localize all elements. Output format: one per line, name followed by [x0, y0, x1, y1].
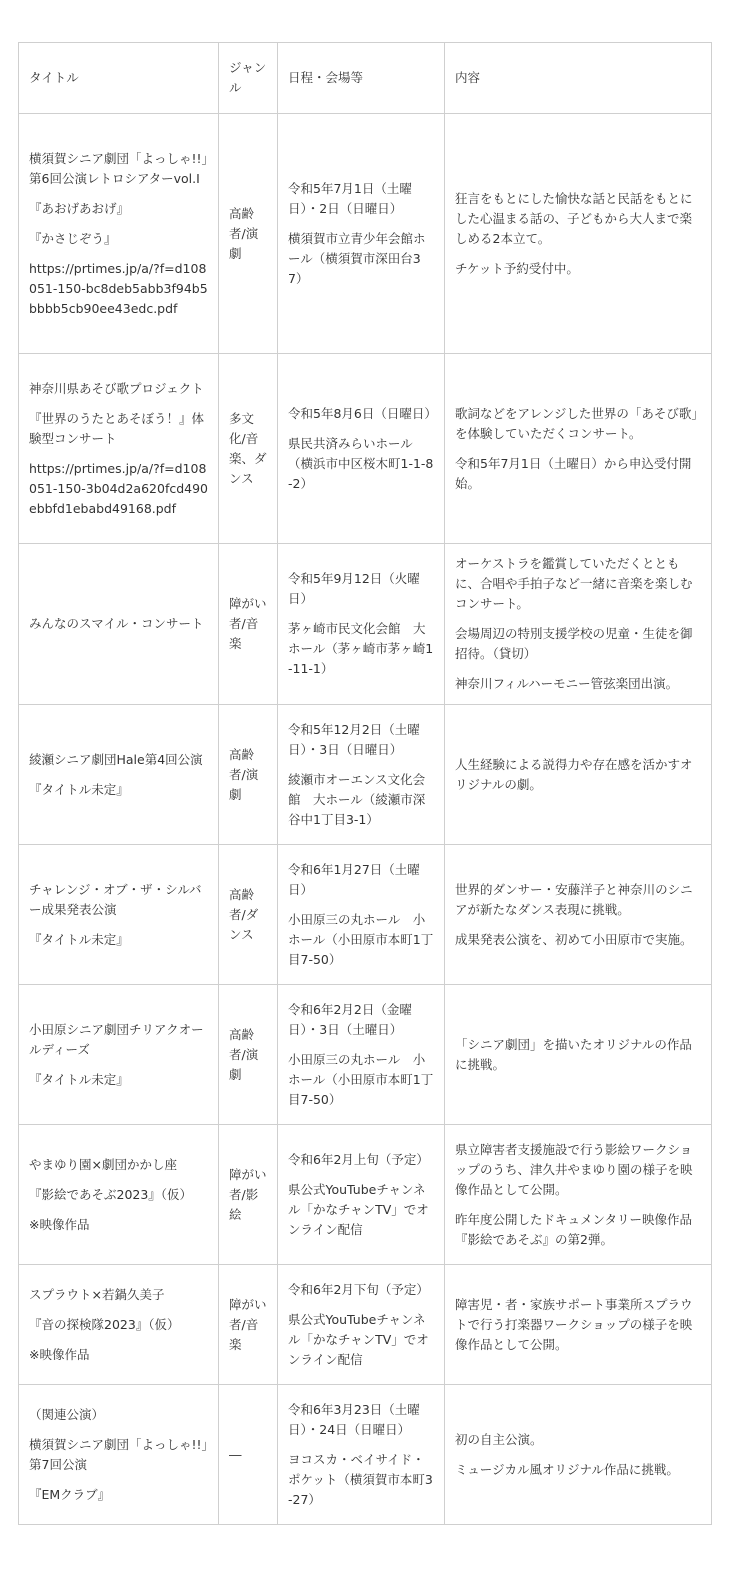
cell-schedule: [278, 114, 445, 354]
cell-title: [19, 845, 219, 985]
cell-schedule: [278, 845, 445, 985]
cell-content: [445, 705, 712, 845]
cell-title-line: https://prtimes.jp/a/?f=d108051-150-3b04d2a620fcd490ebbfd1ebabd49168.pdf: [29, 460, 209, 516]
genre-label: ―: [229, 1446, 242, 1462]
table-row: [19, 544, 712, 705]
genre-label: 高齢者/演劇: [229, 1026, 259, 1082]
cell-schedule-line: ヨコスカ・ベイサイド・ポケット（横須賀市本町3-27）: [288, 1451, 433, 1507]
cell-schedule: [278, 1125, 445, 1265]
cell-schedule-line: 県公式YouTubeチャンネル「かなチャンTV」でオンライン配信: [288, 1311, 429, 1367]
genre-label: 高齢者/演劇: [229, 205, 259, 261]
cell-genre: [219, 845, 278, 985]
cell-schedule: [278, 1385, 445, 1525]
cell-content-line: 県立障害者支援施設で行う影絵ワークショップのうち、津久井やまゆり園の様子を映像作品として公開。: [455, 1141, 693, 1197]
table-row: [19, 354, 712, 544]
cell-schedule: [278, 1265, 445, 1385]
cell-content-line: 障害児・者・家族サポート事業所スプラウトで行う打楽器ワークショップの様子を映像作品として公開。: [455, 1296, 693, 1352]
cell-genre: [219, 985, 278, 1125]
cell-content-line: オーケストラを鑑賞していただくとともに、合唱や手拍子など一緒に音楽を楽しむコンサート。: [455, 556, 693, 611]
cell-content: [445, 354, 712, 544]
cell-genre: [219, 1125, 278, 1265]
table-row: [19, 1265, 712, 1385]
cell-schedule-line: 令和5年9月12日（火曜日）: [288, 571, 420, 606]
cell-genre: [219, 354, 278, 544]
cell-schedule-line: 県公式YouTubeチャンネル「かなチャンTV」でオンライン配信: [288, 1181, 429, 1237]
cell-title-line: ※映像作品: [29, 1216, 90, 1232]
cell-genre: [219, 1265, 278, 1385]
cell-title-line: やまゆり園×劇団かかし座: [29, 1156, 177, 1172]
cell-title-line: 小田原シニア劇団チリアクオールディーズ: [29, 1021, 204, 1057]
cell-content-line: ミュージカル風オリジナル作品に挑戦。: [455, 1461, 679, 1477]
cell-content: [445, 845, 712, 985]
cell-schedule-line: 令和6年1月27日（土曜日）: [288, 861, 420, 897]
cell-title-line: 『影絵であそぶ2023』（仮）: [29, 1186, 193, 1202]
genre-label: 障がい者/影絵: [229, 1166, 267, 1222]
table-row: [19, 985, 712, 1125]
cell-content-line: 世界的ダンサー・安藤洋子と神奈川のシニアが新たなダンス表現に挑戦。: [455, 881, 693, 917]
cell-content: [445, 985, 712, 1125]
cell-title-line: 綾瀬シニア劇団Hale第4回公演: [29, 751, 203, 767]
cell-content-line: 狂言をもとにした愉快な話と民話をもとにした心温まる話の、子どもから大人まで楽しめる2本立て。: [455, 190, 693, 246]
cell-title-line: 『タイトル未定』: [29, 931, 129, 947]
event-table: [18, 42, 712, 1525]
cell-title: [19, 354, 219, 544]
cell-schedule-line: 令和5年7月1日（土曜日）・2日（日曜日）: [288, 180, 412, 216]
table-row: [19, 705, 712, 845]
cell-content-line: 初の自主公演。: [455, 1431, 543, 1447]
cell-content-line: 昨年度公開したドキュメンタリー映像作品『影絵であそぶ』の第2弾。: [455, 1211, 693, 1247]
cell-content-line: 令和5年7月1日（土曜日）から申込受付開始。: [455, 455, 692, 491]
cell-title-line: 横須賀シニア劇団「よっしゃ!!」第7回公演: [29, 1436, 208, 1472]
table-row: [19, 1125, 712, 1265]
cell-content-line: 神奈川フィルハーモニー管弦楽団出演。: [455, 676, 679, 691]
table-header-row: [19, 43, 712, 114]
cell-schedule: [278, 705, 445, 845]
cell-genre: [219, 705, 278, 845]
cell-content-line: 歌詞などをアレンジした世界の「あそび歌」を体験していただくコンサート。: [455, 405, 698, 441]
cell-schedule: [278, 985, 445, 1125]
cell-title-line: 『かさじぞう』: [29, 230, 117, 246]
cell-schedule-line: 綾瀬市オーエンス文化会館 大ホール（綾瀬市深谷中1丁目3-1）: [288, 771, 426, 827]
cell-title-line: 『あおげあおげ』: [29, 200, 130, 216]
cell-title-line: 横須賀シニア劇団「よっしゃ!!」第6回公演レトロシアターvol.Ⅰ: [29, 150, 208, 186]
cell-genre: [219, 544, 278, 705]
cell-content-line: 会場周辺の特別支援学校の児童・生徒を御招待。（貸切）: [455, 626, 693, 661]
cell-schedule-line: 令和6年2月上旬（予定）: [288, 1151, 429, 1167]
cell-schedule-line: 令和6年2月下旬（予定）: [288, 1281, 429, 1297]
cell-title-line: 『EMクラブ』: [29, 1486, 111, 1502]
cell-schedule-line: 小田原三の丸ホール 小ホール（小田原市本町1丁目7-50）: [288, 1051, 434, 1107]
cell-content-line: チケット予約受付中。: [455, 260, 579, 276]
cell-content: [445, 1385, 712, 1525]
cell-schedule-line: 令和6年2月2日（金曜日）・3日（土曜日）: [288, 1001, 412, 1037]
header-content: 内容: [445, 43, 712, 114]
cell-content-line: 人生経験による説得力や存在感を活かすオリジナルの劇。: [455, 756, 693, 792]
cell-title-line: 『音の探検隊2023』（仮）: [29, 1316, 180, 1332]
cell-title-line: https://prtimes.jp/a/?f=d108051-150-bc8deb5abb3f94b5bbbb5cb90ee43edc.pdf: [29, 260, 208, 316]
header-schedule: 日程・会場等: [278, 43, 445, 114]
cell-title-line: 『世界のうたとあそぼう！』体験型コンサート: [29, 410, 205, 446]
genre-label: 障がい者/音楽: [229, 596, 267, 651]
cell-title: [19, 705, 219, 845]
cell-content-line: 成果発表公演を、初めて小田原市で実施。: [455, 931, 693, 947]
cell-content-line: 「シニア劇団」を描いたオリジナルの作品に挑戦。: [455, 1036, 692, 1072]
cell-title-line: 『タイトル未定』: [29, 1071, 129, 1087]
cell-schedule-line: 県民共済みらいホール（横浜市中区桜木町1-1-8-2）: [288, 435, 434, 491]
cell-title: [19, 1385, 219, 1525]
cell-schedule: [278, 354, 445, 544]
cell-schedule-line: 令和6年3月23日（土曜日）・24日（日曜日）: [288, 1401, 420, 1437]
cell-title: [19, 985, 219, 1125]
genre-label: 高齢者/ダンス: [229, 886, 259, 942]
header-genre: ジャンル: [219, 43, 278, 114]
cell-schedule-line: 小田原三の丸ホール 小ホール（小田原市本町1丁目7-50）: [288, 911, 434, 967]
table-row: [19, 1385, 712, 1525]
cell-title-line: （関連公演）: [29, 1406, 105, 1422]
cell-content: [445, 1125, 712, 1265]
cell-title-line: 神奈川県あそび歌プロジェクト: [29, 380, 204, 396]
genre-label: 高齢者/演劇: [229, 746, 259, 802]
cell-title: [19, 1125, 219, 1265]
cell-schedule-line: 令和5年12月2日（土曜日）・3日（日曜日）: [288, 721, 420, 757]
cell-title-line: みんなのスマイル・コンサート: [29, 616, 204, 631]
cell-title-line: チャレンジ・オブ・ザ・シルバー成果発表公演: [29, 881, 202, 917]
cell-schedule-line: 茅ヶ崎市民文化会館 大ホール（茅ヶ崎市茅ヶ崎1-11-1）: [288, 621, 434, 676]
cell-genre: [219, 114, 278, 354]
cell-title-line: スプラウト×若鍋久美子: [29, 1286, 165, 1302]
event-table-container: [18, 42, 711, 1525]
cell-content: [445, 114, 712, 354]
cell-schedule-line: 令和5年8月6日（日曜日）: [288, 405, 437, 421]
cell-content: [445, 1265, 712, 1385]
cell-schedule: [278, 544, 445, 705]
cell-title: [19, 114, 219, 354]
table-row: [19, 845, 712, 985]
header-title: タイトル: [19, 43, 219, 114]
cell-genre: [219, 1385, 278, 1525]
genre-label: 障がい者/音楽: [229, 1296, 267, 1352]
table-row: [19, 114, 712, 354]
cell-content: [445, 544, 712, 705]
cell-title: [19, 1265, 219, 1385]
cell-title: [19, 544, 219, 705]
cell-title-line: 『タイトル未定』: [29, 781, 129, 797]
cell-title-line: ※映像作品: [29, 1346, 90, 1362]
genre-label: 多文化/音楽、ダンス: [229, 410, 267, 486]
cell-schedule-line: 横須賀市立青少年会館ホール（横須賀市深田台37）: [288, 230, 426, 286]
